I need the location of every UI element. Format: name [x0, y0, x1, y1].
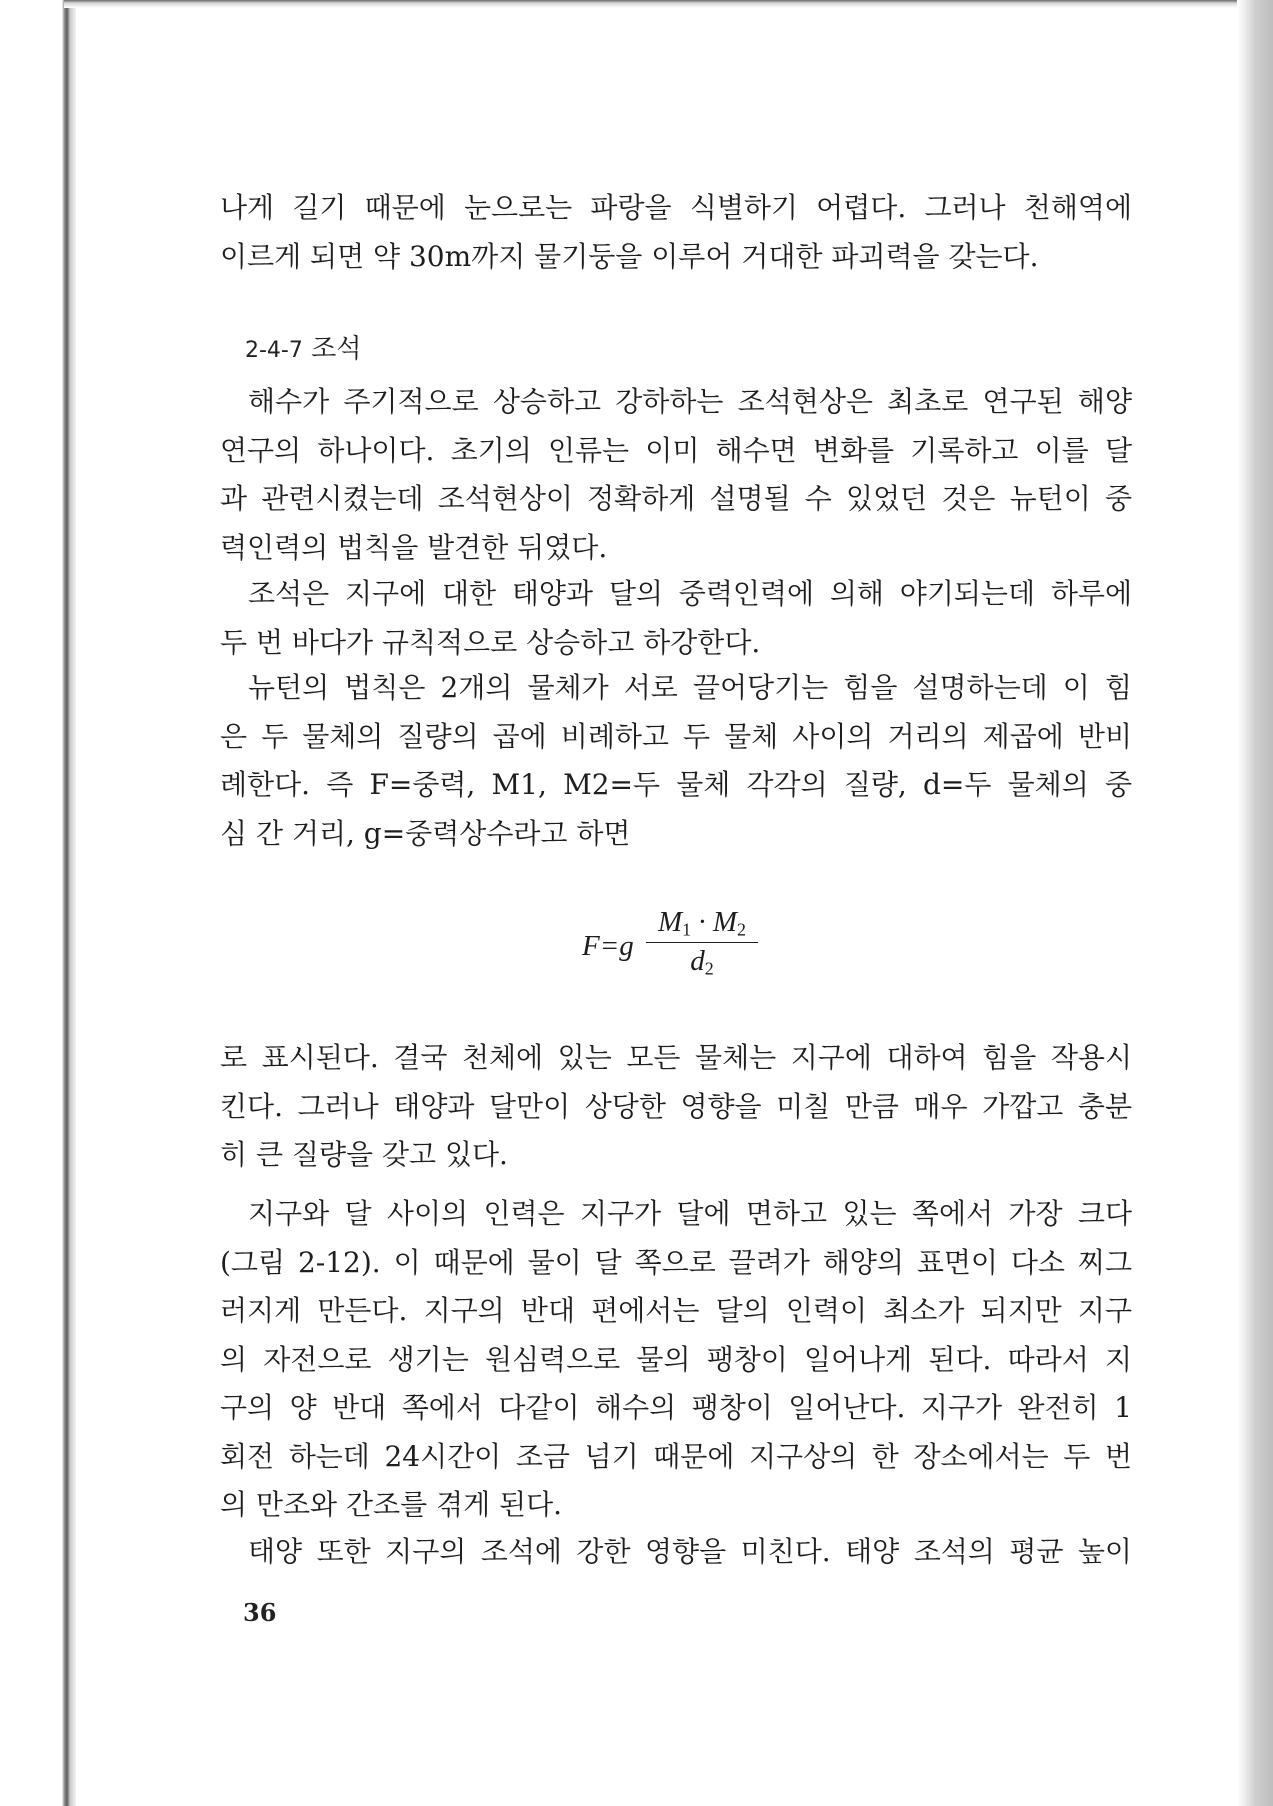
text-line: 의 만조와 간조를 겪게 된다. [220, 1488, 563, 1521]
text-line: 두 번 바다가 규칙적으로 상승하고 하강한다. [220, 625, 761, 659]
section-number: 2-4-7 [245, 338, 303, 363]
paragraph-newton-law [220, 664, 1132, 858]
formula-dsub: 2 [704, 958, 714, 979]
formula-denominator [646, 945, 758, 977]
text-line: 례한다. 즉 F=중력, M1, M2=두 물체 각각의 질량, d=두 물체의 중 [220, 768, 1132, 801]
binding-edge-left [0, 0, 76, 1806]
paragraph-tides-cause [220, 570, 1132, 667]
fraction-bar [646, 942, 758, 943]
paragraph-continuation [220, 184, 1132, 281]
formula-m1: M [657, 906, 683, 938]
page-edge-right [1237, 0, 1273, 1806]
text-line: 과 관련시켰는데 조석현상이 정확하게 설명될 수 있었던 것은 뉴턴이 중 [220, 482, 1132, 515]
page-number: 36 [243, 1598, 277, 1627]
formula-numerator [646, 906, 758, 938]
formula-d: d [690, 945, 705, 977]
text-line: (그림 2-12). 이 때문에 물이 달 쪽으로 끌려가 해양의 표면이 다소 찌그 [220, 1245, 1132, 1279]
text-line: 은 두 물체의 질량의 곱에 비례하고 두 물체 사이의 거리의 제곱에 반비 [220, 719, 1132, 753]
formula-m2: M [712, 906, 738, 938]
text-line: 로 표시된다. 결국 천체에 있는 모든 물체는 지구에 대하여 힘을 작용시 [220, 1041, 1132, 1074]
paragraph-tides-intro [220, 378, 1132, 572]
text-line: 심 간 거리, g=중력상수라고 하면 [220, 816, 631, 850]
text-line: 킨다. 그러나 태양과 달만이 상당한 영향을 미칠 만큼 매우 가깝고 충분 [220, 1089, 1132, 1123]
text-line: 지구와 달 사이의 인력은 지구가 달에 면하고 있는 쪽에서 가장 크다 [248, 1197, 1132, 1230]
gravity-formula [582, 906, 782, 986]
text-line: 태양 또한 지구의 조석에 강한 영향을 미친다. 태양 조석의 평균 높이 [248, 1535, 1132, 1568]
formula-sub2: 2 [737, 919, 747, 940]
text-line: 회전 하는데 24시간이 조금 넘기 때문에 지구상의 한 장소에서는 두 번 [220, 1439, 1132, 1473]
paragraph-sun-tides [220, 1528, 1132, 1577]
text-line: 나게 길기 때문에 눈으로는 파랑을 식별하기 어렵다. 그러나 천해역에 [220, 191, 1132, 224]
text-line: 이르게 되면 약 30m까지 물기둥을 이루어 거대한 파괴력을 갖는다. [220, 239, 1039, 273]
text-line: 러지게 만든다. 지구의 반대 편에서는 달의 인력이 최소가 되지만 지구 [220, 1294, 1132, 1327]
text-line: 력인력의 법칙을 발견한 뒤였다. [220, 530, 608, 564]
text-line: 뉴턴의 법칙은 2개의 물체가 서로 끌어당기는 힘을 설명하는데 이 힘 [248, 671, 1132, 704]
formula-sub1: 1 [682, 919, 692, 940]
paragraph-earth-moon [220, 1190, 1132, 1530]
formula-fraction [646, 906, 758, 977]
section-title: 조석 [311, 334, 362, 364]
paragraph-after-formula [220, 1034, 1132, 1180]
section-heading [245, 328, 361, 365]
text-line: 조석은 지구에 대한 태양과 달의 중력인력에 의해 야기되는데 하루에 [248, 577, 1132, 610]
text-line: 히 큰 질량을 갖고 있다. [220, 1138, 508, 1171]
formula-dot: · [691, 906, 713, 938]
formula-lhs: F=g [582, 930, 634, 962]
text-line: 의 자전으로 생기는 원심력으로 물의 팽창이 일어나게 된다. 따라서 지 [220, 1342, 1132, 1376]
text-line: 해수가 주기적으로 상승하고 강하하는 조석현상은 최초로 연구된 해양 [248, 385, 1132, 418]
top-edge-shadow [64, 0, 1273, 8]
text-line: 구의 양 반대 쪽에서 다같이 해수의 팽창이 일어난다. 지구가 완전히 1 [220, 1391, 1132, 1424]
text-line: 연구의 하나이다. 초기의 인류는 이미 해수면 변화를 기록하고 이를 달 [220, 433, 1132, 467]
